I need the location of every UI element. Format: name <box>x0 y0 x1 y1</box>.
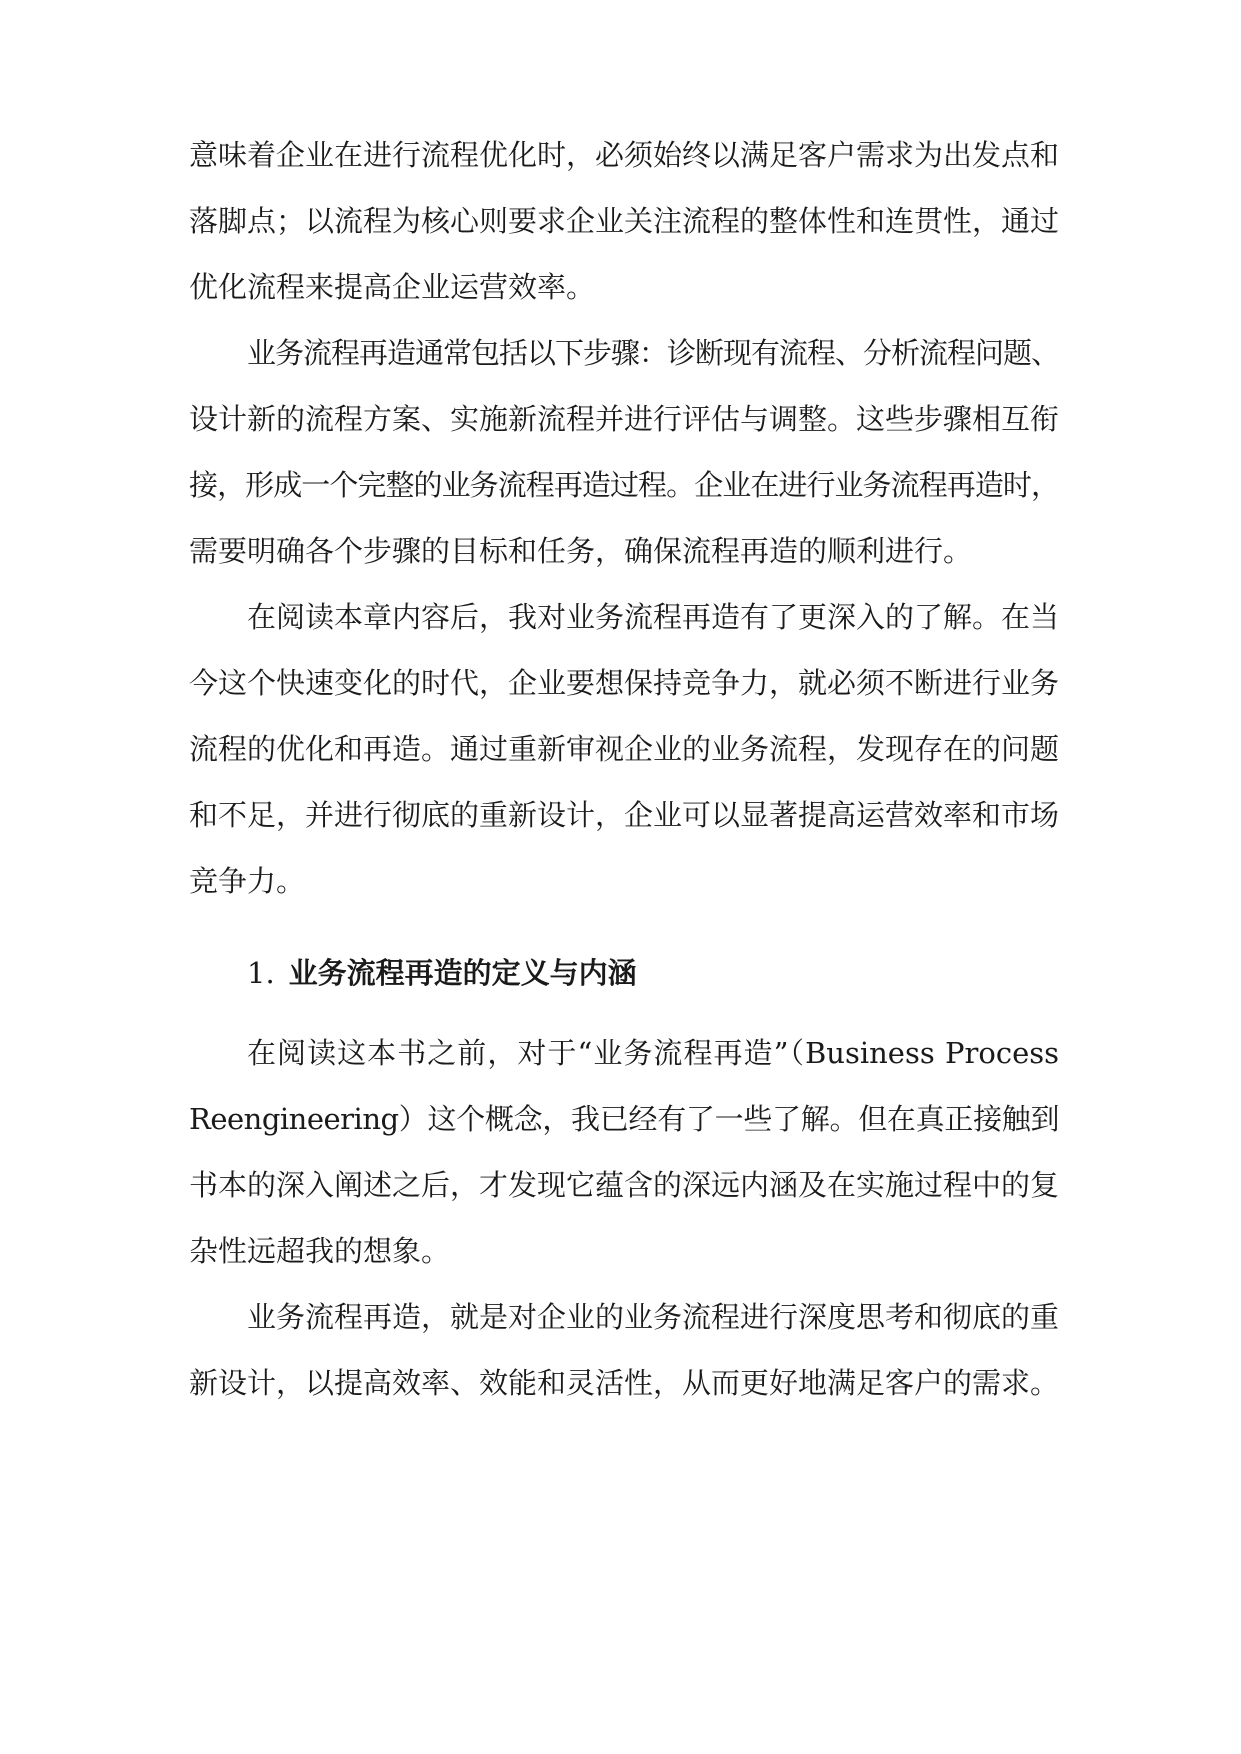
section-number: 1. <box>247 956 275 990</box>
paragraph-1-line-3: 优化流程来提高企业运营效率。 <box>189 270 596 304</box>
paragraph-2-line-4: 需要明确各个步骤的目标和任务，确保流程再造的顺利进行。 <box>189 534 973 568</box>
paragraph-5-line-2: 新设计，以提高效率、效能和灵活性，从而更好地满足客户的需求。 <box>189 1366 1060 1400</box>
paragraph-3-line-1: 在阅读本章内容后，我对业务流程再造有了更深入的了解。在当 <box>247 600 1060 634</box>
paragraph-1-line-2: 落脚点；以流程为核心则要求企业关注流程的整体性和连贯性，通过 <box>189 204 1060 238</box>
paragraph-2-line-2: 设计新的流程方案、实施新流程并进行评估与调整。这些步骤相互衔 <box>189 402 1060 436</box>
paragraph-3-line-5: 竞争力。 <box>189 864 306 898</box>
paragraph-3-line-4: 和不足，并进行彻底的重新设计，企业可以显著提高运营效率和市场 <box>189 798 1060 832</box>
paragraph-4-line-1: 在阅读这本书之前，对于“业务流程再造”（Business Process <box>247 1036 1059 1070</box>
section-title: 业务流程再造的定义与内涵 <box>288 956 637 990</box>
paragraph-4-line-2: Reengineering）这个概念，我已经有了一些了解。但在真正接触到 <box>189 1102 1059 1136</box>
section-heading <box>247 953 637 993</box>
paragraph-2-line-3: 接，形成一个完整的业务流程再造过程。企业在进行业务流程再造时， <box>189 468 1059 502</box>
paragraph-4-line-4: 杂性远超我的想象。 <box>189 1234 451 1268</box>
paragraph-3-line-2: 今这个快速变化的时代，企业要想保持竞争力，就必须不断进行业务 <box>189 666 1060 700</box>
paragraph-3-line-3: 流程的优化和再造。通过重新审视企业的业务流程，发现存在的问题 <box>189 732 1060 766</box>
paragraph-1-line-1: 意味着企业在进行流程优化时，必须始终以满足客户需求为出发点和 <box>189 138 1060 172</box>
paragraph-4-line-3: 书本的深入阐述之后，才发现它蕴含的深远内涵及在实施过程中的复 <box>189 1168 1060 1202</box>
paragraph-2-line-1: 业务流程再造通常包括以下步骤：诊断现有流程、分析流程问题、 <box>247 336 1060 370</box>
paragraph-5-line-1: 业务流程再造，就是对企业的业务流程进行深度思考和彻底的重 <box>247 1300 1060 1334</box>
